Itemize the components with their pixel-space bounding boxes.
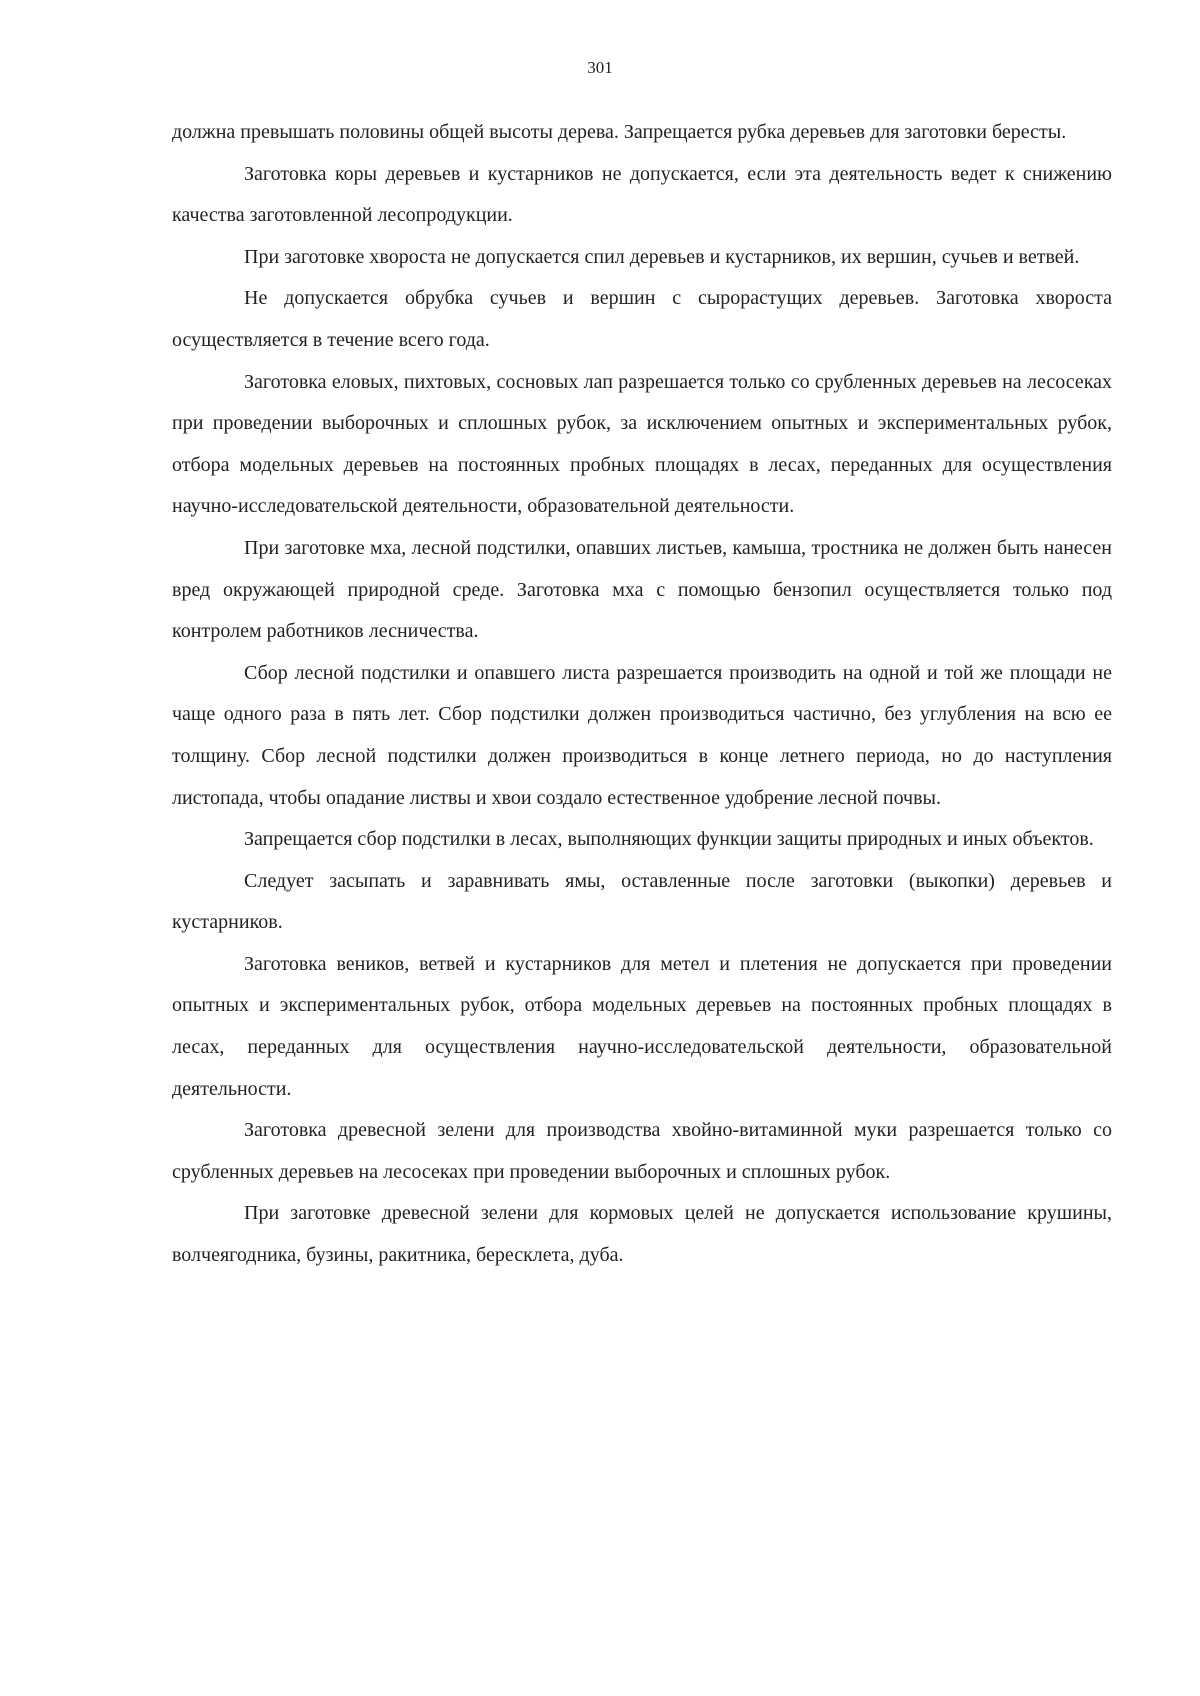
paragraph: должна превышать половины общей высоты дерева. Запрещается рубка деревьев для заготовки бересты. [172,121,1067,143]
paragraph: Запрещается сбор подстилки в лесах, выполняющих функции защиты природных и иных объектов. [244,828,1094,851]
paragraph: Заготовка еловых, пихтовых, сосновых лап разрешается только со срубленных деревьев на лесосеках при проведении выборочных и сплошных рубок, за исключением опытных и экспериментальных рубок, отбора модельных деревьев на постоянных пробных площадях в лесах, переданных для осуществления научно-исследовательской деятельности, образовательной деятельности. [172,370,1112,518]
paragraph: При заготовке хвороста не допускается спил деревьев и кустарников, их вершин, сучьев и ветвей. [244,245,1080,268]
paragraph: Не допускается обрубка сучьев и вершин с сырорастущих деревьев. Заготовка хвороста осуществляется в течение всего года. [172,287,1112,351]
paragraph: При заготовке древесной зелени для кормовых целей не допускается использование крушины, волчеягодника, бузины, ракитника, бересклета, дуба. [172,1202,1112,1267]
paragraph: Заготовка древесной зелени для производства хвойно-витаминной муки разрешается только со срубленных деревьев на лесосеках при проведении выборочных и сплошных рубок. [172,1119,1112,1183]
paragraph: Заготовка веников, ветвей и кустарников для метел и плетения не допускается при проведении опытных и экспериментальных рубок, отбора модельных деревьев на постоянных пробных площадях в лесах, переданных для осуществления научно-исследовательской деятельности, образовательной деятельности. [172,952,1112,1100]
body-text [172,112,1112,1277]
paragraph: Следует засыпать и заравнивать ямы, оставленные после заготовки (выкопки) деревьев и кустарников. [172,869,1112,934]
paragraph: Заготовка коры деревьев и кустарников не допускается, если эта деятельность ведет к снижению качества заготовленной лесопродукции. [172,162,1112,227]
paragraph: Сбор лесной подстилки и опавшего листа разрешается производить на одной и той же площади не чаще одного раза в пять лет. Сбор подстилки должен производиться частично, без углубления на всю ее толщину. Сбор лесной подстилки должен производиться в конце летнего периода, но до наступления листопада, чтобы опадание листвы и хвои создало естественное удобрение лесной почвы. [172,661,1112,809]
paragraph: При заготовке мха, лесной подстилки, опавших листьев, камыша, тростника не должен быть нанесен вред окружающей природной среде. Заготовка мха с помощью бензопил осуществляется только под контролем работников лесничества. [172,536,1112,643]
page-number: 301 [587,58,613,77]
